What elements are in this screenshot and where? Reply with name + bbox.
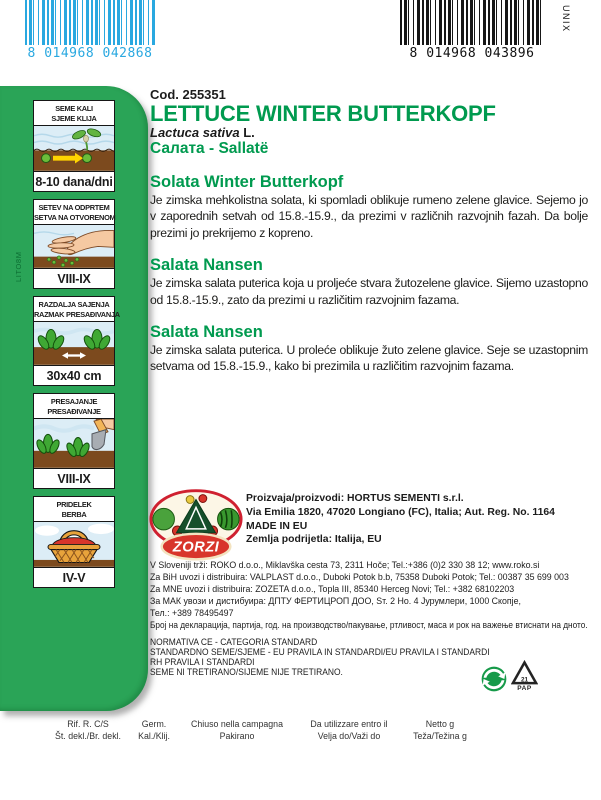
seed-germination-icon: [34, 125, 114, 172]
latin-name-author: L.: [243, 125, 255, 140]
footer-col-germination: [138, 719, 170, 742]
paper-recycling-triangle-icon: [511, 660, 538, 692]
producer-info: [246, 492, 555, 547]
normative-line: RH PRAVILA I STANDARDI: [150, 657, 255, 667]
producer-line: MADE IN EU: [246, 520, 308, 532]
section-heading-hr: Salata Nansen: [150, 256, 263, 275]
info-box-title-line2: SJEME KLIJA: [51, 113, 97, 123]
producer-line: Via Emilia 1820, 47020 Longiano (FC), Italia; Aut. Reg. No. 1164: [246, 506, 555, 518]
info-box-title-line1: PRIDELEK: [56, 500, 92, 509]
zorzi-logo: [147, 487, 245, 563]
footer-label: Velja do/Važi do: [317, 730, 381, 741]
cultivation-info-panel: [0, 86, 148, 711]
barcode-left-number: 8 014968 042868: [27, 46, 153, 61]
info-box-title: [34, 101, 114, 125]
print-code-label: LITO8M: [14, 251, 23, 282]
sowing-months-value: VIII-IX: [57, 271, 91, 286]
footer-col-net-weight: [413, 719, 467, 742]
declaration-note: Број на декларација, партија, год. на производство/пакување, ртливост, маса и рок на важење втиснати на дното.: [150, 620, 588, 630]
normative-line: STANDARDNO SEME/SJEME - EU PRAVILA IN STANDARDI/EU PRAVILA I STANDARDI: [150, 647, 490, 657]
info-box-harvest: [33, 496, 115, 588]
info-box-germination: [33, 100, 115, 192]
section-body-sr: Je zimska salata puterica. U proleće oblikuje žuto zelene glavice. Seje se uzastopnim setvama od 15.8.-15.9., kako bi prezimila u različitim razvojnim fazama.: [150, 343, 588, 374]
producer-line: Zemlja podrijetla: Italija, EU: [246, 534, 382, 546]
info-box-title: [34, 394, 114, 418]
distributor-info: [150, 559, 569, 619]
spacing-value: 30x40 cm: [46, 368, 102, 383]
normative-line: NORMATIVA CE - CATEGORIA STANDARD: [150, 637, 318, 647]
barcode-right-number: 8 014968 043896: [409, 46, 535, 61]
zorzi-logo-text: ZORZI: [172, 539, 220, 556]
footer-label: Rif. R. C/S: [67, 719, 109, 729]
info-box-title-line2: BERBA: [61, 509, 87, 519]
footer-col-declaration: [55, 719, 121, 742]
section-heading-sl: Solata Winter Butterkopf: [150, 173, 344, 191]
product-code: Cod. 255351: [150, 87, 226, 102]
recycling-code: 21: [520, 676, 529, 684]
distributor-line: Za BiH uvozi i distribuira: VALPLAST d.o.o., Duboki Potok b.b, 75358 Duboki Potok; Tel.: 00387 35 699 003: [150, 571, 569, 583]
info-box-spacing: [33, 296, 120, 386]
footer-label: Kal./Klij.: [138, 730, 170, 741]
barcode-left: [25, 0, 155, 61]
footer-col-use-by: [310, 719, 387, 742]
transplanting-icon: [34, 418, 114, 469]
info-box-title-line2: PRESAĐIVANJE: [47, 406, 101, 416]
distributor-line: V Sloveniji trži: ROKO d.o.o., Miklavška cesta 73, 2311 Hoče; Tel.:+386 (0)2 330 38 12; www.roko.si: [150, 559, 540, 570]
section-body-hr: Je zimska salata puterica koja u proljeće stvara žutozelene glavice. Sijemo uzastopno od 15.8.-15.9., zato da prezimi u različitim razvojnim fazama.: [150, 276, 588, 307]
info-box-transplanting: [33, 393, 115, 489]
producer-line: Proizvaja/proizvodi: HORTUS SEMENTI s.r.l.: [246, 493, 464, 504]
barcode-right: [400, 0, 544, 61]
recycling-material-label: PAP: [517, 685, 532, 692]
info-box-title-line1: RAZDALJA SAJENJA: [38, 300, 110, 309]
footer-label: Netto g: [425, 719, 455, 729]
footer-label: Da utilizzare entro il: [310, 719, 388, 729]
normative-line: SEME NI TRETIRANO/SIJEME NIJE TRETIRANO.: [150, 667, 343, 677]
info-box-title-line1: SEME KALI: [55, 104, 93, 113]
distributor-line: За МАК увози и дистибуира: ДПТУ ФЕРТИЦРОП ДОО, Ѕт. 2 Но. 4 Јурумлери, 1000 Скопје,: [150, 595, 521, 607]
latin-name: [150, 126, 588, 140]
info-box-title-line1: PRESAJANJE: [50, 397, 98, 406]
section-heading-sr: Salata Nansen: [150, 323, 263, 342]
harvest-basket-icon: [34, 521, 114, 568]
common-names: Салата - Sallatë: [150, 140, 269, 157]
info-box-outdoor-sowing: [33, 199, 115, 289]
barcode-right-bars-icon: [400, 0, 544, 45]
harvest-months-value: IV-V: [62, 570, 86, 585]
info-box-title: [34, 200, 114, 224]
footer-label: Germ.: [141, 719, 167, 729]
footer-label: Št. dekl./Br. dekl.: [54, 730, 122, 741]
germination-days-value: 8-10 dana/dni: [35, 174, 113, 189]
footer-label: Chiuso nella campagna: [191, 719, 283, 729]
section-body-sl: Je zimska mehkolistna solata, ki spomladi oblikuje rumeno zelene glavice. Sejemo jo v zaporednih setvah od 15.8.-15.9., da prezimi v različnih razvojnih fazah. Da bolje prezimi jo prekrijemo z kopreno.: [150, 193, 588, 240]
hand-sowing-icon: [34, 224, 114, 269]
latin-name-species: Lactuca sativa: [150, 125, 240, 140]
normative-info: [150, 637, 490, 677]
distributor-line: Тел.: +389 78495497: [150, 607, 234, 619]
product-title: LETTUCE WINTER BUTTERKOPF: [150, 101, 496, 126]
info-box-title-line2: SETVA NA OTVORENOM: [34, 212, 116, 222]
info-box-title: [34, 297, 120, 321]
main-content: [150, 88, 588, 375]
green-dot-recycling-icon: [481, 666, 507, 692]
footer-label: Pakirano: [219, 730, 255, 741]
distributor-line: Za MNE uvozi i distribuira: ZOZETA d.o.o., Topla III, 85340 Herceg Novi; Tel.: +382 68102203: [150, 583, 515, 595]
info-box-title-line2: RAZMAK PRESAĐIVANJA: [34, 309, 120, 319]
packet-side-label: UNIX: [561, 5, 571, 33]
footer-label: Teža/Težina g: [413, 730, 467, 741]
cultivation-boxes: [33, 100, 120, 588]
footer-col-packed: [191, 719, 283, 742]
barcode-left-bars-icon: [25, 0, 155, 45]
plant-spacing-icon: [34, 321, 114, 366]
info-box-title-line1: SETEV NA ODPRTEM: [38, 203, 110, 212]
info-box-title: [34, 497, 114, 521]
transplanting-months-value: VIII-IX: [57, 471, 91, 486]
